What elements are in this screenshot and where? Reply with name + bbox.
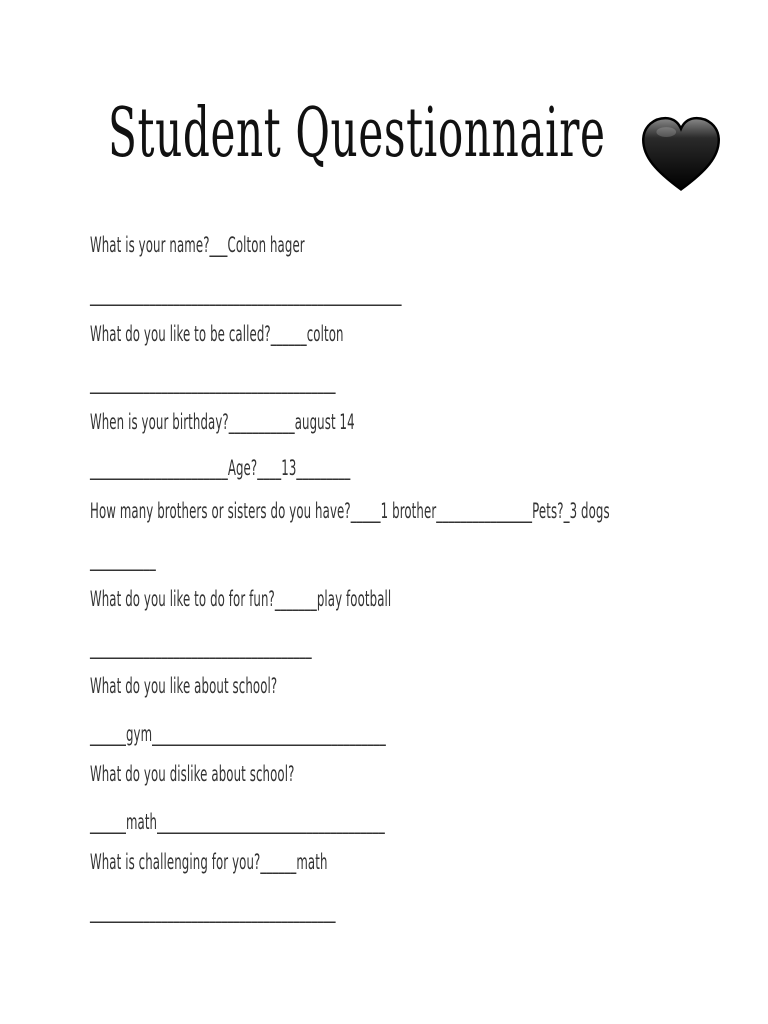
blank-line-5: _________________________________________ <box>90 899 336 923</box>
blank-line-2: _________________________________________ <box>90 370 336 394</box>
blank-line-4: _____________________________________ <box>90 635 312 659</box>
question-siblings-pets: How many brothers or sisters do you have?_____1 brother________________Pets?_3 dogs <box>90 499 610 523</box>
black-heart-icon <box>640 114 722 196</box>
question-age: _______________________Age?____13_________ <box>90 456 351 480</box>
question-name: What is your name?___Colton hager <box>90 233 305 257</box>
question-dislike-school: What do you dislike about school? <box>90 762 295 786</box>
page-title: Student Questionnaire <box>108 94 606 173</box>
question-called: What do you like to be called?______colton <box>90 322 344 346</box>
answer-dislike-school: ______math______________________________________ <box>90 810 385 834</box>
blank-line-1: ____________________________________________________ <box>90 282 402 306</box>
blank-line-3: ___________ <box>90 547 156 571</box>
question-like-school: What do you like about school? <box>90 674 278 698</box>
question-fun: What do you like to do for fun?_______play football <box>90 587 392 611</box>
question-challenging: What is challenging for you?______math <box>90 850 328 874</box>
answer-like-school: ______gym_______________________________________ <box>90 722 386 746</box>
question-birthday: When is your birthday?___________august 14 <box>90 410 355 434</box>
